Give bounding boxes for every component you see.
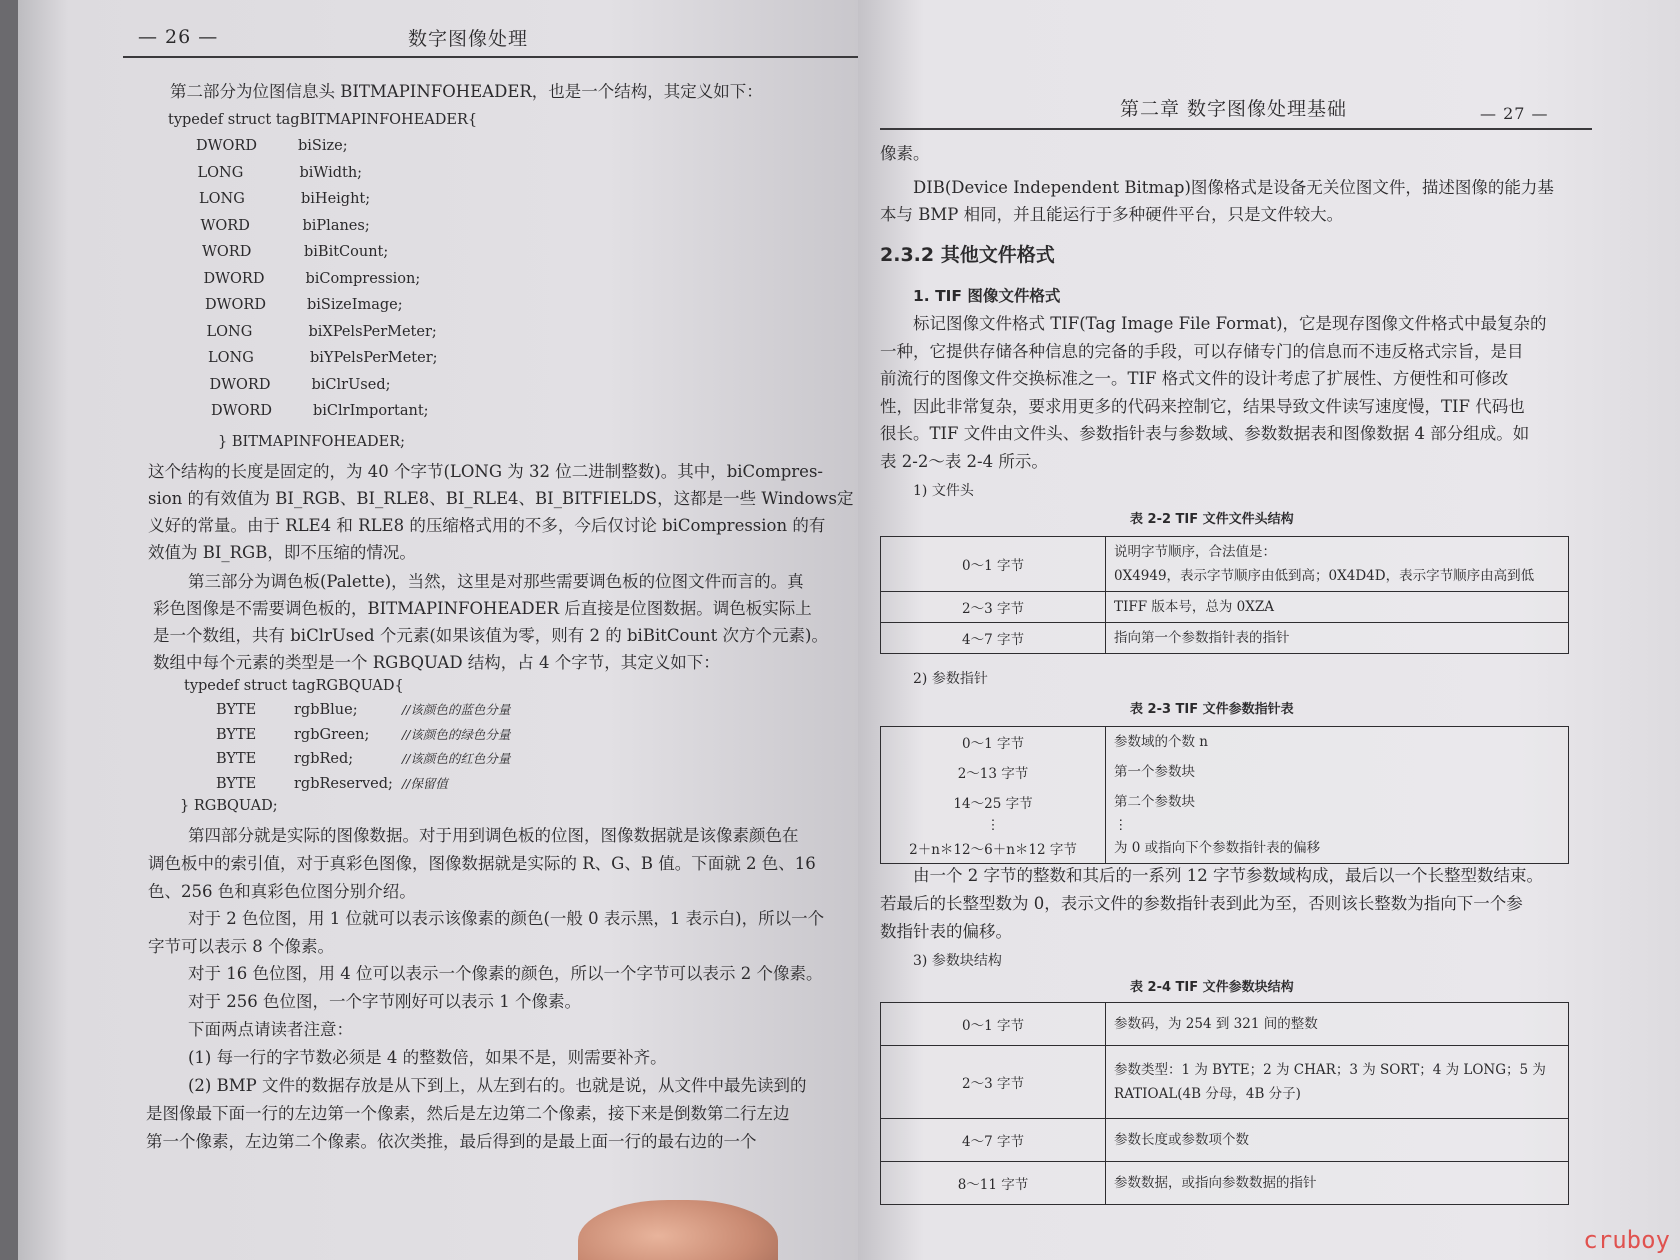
text-line: 本与 BMP 相同，并且能运行于多种硬件平台，只是文件较大。 xyxy=(880,205,1344,224)
text-line: 数组中每个元素的类型是一个 RGBQUAD 结构，占 4 个字节，其定义如下： xyxy=(153,653,720,672)
struct-close: } BITMAPINFOHEADER; xyxy=(218,434,406,450)
notes-intro: 下面两点请读者注意： xyxy=(188,1020,353,1039)
rgbquad-field: BYTE rgbBlue; //该颜色的蓝色分量 xyxy=(216,702,511,718)
text-line: 很长。TIF 文件由文件头、参数指针表与参数域、参数数据表和图像数据 4 部分组成。如 xyxy=(880,424,1530,443)
header-rule-right xyxy=(880,128,1592,130)
text-line: sion 的有效值为 BI_RGB、BI_RLE8、BI_RLE4、BI_BITFIELDS，这都是一些 Windows定 xyxy=(148,489,854,508)
table-row: 14～25 字节 第二个参数块 xyxy=(881,787,1569,817)
table-row: 2～13 字节 第一个参数块 xyxy=(881,757,1569,787)
table-row: 0～1 字节 说明字节顺序，合法值是： 0X4949，表示字节顺序由低到高；0X4D4D，表示字节顺序由高到低 xyxy=(881,537,1569,592)
page-number-right: — 27 — xyxy=(1480,104,1549,123)
struct-field: DWORD biSize; xyxy=(196,138,348,154)
struct-field: WORD biPlanes; xyxy=(200,217,370,234)
table-2-3 xyxy=(880,726,1569,864)
line-pixel: 像素。 xyxy=(880,144,930,163)
right-page xyxy=(858,0,1680,1260)
page-number: — 26 — xyxy=(138,26,219,48)
table-row: 0～1 字节 参数码，为 254 到 321 间的整数 xyxy=(881,1003,1569,1046)
thumb-photo xyxy=(578,1200,778,1260)
text-line: 表 2-2～表 2-4 所示。 xyxy=(880,451,1048,471)
table-2-4 xyxy=(880,1002,1569,1205)
text-line: 字节可以表示 8 个像素。 xyxy=(148,937,334,956)
text-line: 是图像最下面一行的左边第一个像素，然后是左边第二个像素，接下来是倒数第二行左边 xyxy=(146,1104,790,1123)
rgbquad-field: BYTE rgbGreen; //该颜色的绿色分量 xyxy=(216,726,511,743)
text-line: (2) BMP 文件的数据存放是从下到上，从左到右的。也就是说，从文件中最先读到的 xyxy=(188,1076,807,1095)
table-row: 8～11 字节 参数数据，或指向参数数据的指针 xyxy=(881,1162,1569,1205)
table-row: ⋮ ⋮ xyxy=(881,817,1569,833)
table-row: 2～3 字节 TIFF 版本号，总为 0XZA xyxy=(881,592,1569,623)
text-line: 这个结构的长度是固定的，为 40 个字节(LONG 为 32 位二进制整数)。其中，biCompres- xyxy=(148,462,823,481)
text-line: 由一个 2 字节的整数和其后的一系列 12 字节参数域构成，最后以一个长整型数结束。 xyxy=(913,866,1543,885)
paragraph-256-color: 对于 256 色位图，一个字节刚好可以表示 1 个像素。 xyxy=(188,992,581,1011)
text-line: 若最后的长整型数为 0，表示文件的参数指针表到此为至，否则该长整数为指向下一个参 xyxy=(880,894,1523,913)
note-1: (1) 每一行的字节数必须是 4 的整数倍，如果不是，则需要补齐。 xyxy=(188,1048,667,1067)
text-line: 第三部分为调色板(Palette)，当然，这里是对那些需要调色板的位图文件而言的。真 xyxy=(188,572,804,591)
struct-open: typedef struct tagBITMAPINFOHEADER{ xyxy=(168,112,478,128)
table-row: 4～7 字节 指向第一个参数指针表的指针 xyxy=(881,623,1569,654)
intro-text: 第二部分为位图信息头 BITMAPINFOHEADER，也是一个结构，其定义如下： xyxy=(170,82,763,101)
table-row: 4～7 字节 参数长度或参数项个数 xyxy=(881,1119,1569,1162)
text-line: 性，因此非常复杂，要求用更多的代码来控制它，结果导致文件读写速度慢，TIF 代码也 xyxy=(880,396,1525,416)
table-2-2 xyxy=(880,536,1569,654)
paragraph-16-color: 对于 16 色位图，用 4 位可以表示一个像素的颜色，所以一个字节可以表示 2 个像素。 xyxy=(188,964,823,983)
text-line: 效值为 BI_RGB，即不压缩的情况。 xyxy=(148,543,416,562)
subsection-tif: 1. TIF 图像文件格式 xyxy=(913,287,1061,305)
struct2-close: } RGBQUAD; xyxy=(180,798,278,814)
struct-field: DWORD biCompression; xyxy=(203,270,421,287)
header-rule xyxy=(123,56,858,58)
struct-field: DWORD biSizeImage; xyxy=(205,297,403,313)
text-line: 义好的常量。由于 RLE4 和 RLE8 的压缩格式用的不多，今后仅讨论 biCompression 的有 xyxy=(148,516,826,535)
table-row: 0～1 字节 参数域的个数 n xyxy=(881,727,1569,758)
struct-field: LONG biYPelsPerMeter; xyxy=(208,350,438,366)
struct-field: DWORD biClrImportant; xyxy=(211,403,429,419)
text-line: 前流行的图像文件交换标准之一。TIF 格式文件的设计考虑了扩展性、方便性和可修改 xyxy=(880,369,1509,388)
text-line: 标记图像文件格式 TIF(Tag Image File Format)，它是现存图像文件格式中最复杂的 xyxy=(913,314,1547,333)
struct-field: LONG biHeight; xyxy=(199,191,371,207)
table-row: 2＋n＊12～6＋n＊12 字节 为 0 或指向下个参数指针表的偏移 xyxy=(881,833,1569,864)
text-line: 数指针表的偏移。 xyxy=(880,922,1012,941)
text-line: 彩色图像是不需要调色板的，BITMAPINFOHEADER 后直接是位图数据。调色板实际上 xyxy=(153,599,812,618)
table-2-2-caption: 表 2-2 TIF 文件文件头结构 xyxy=(1130,512,1294,527)
left-page xyxy=(18,0,858,1260)
running-head-right: 第二章 数字图像处理基础 xyxy=(1120,98,1348,120)
text-line: DIB(Device Independent Bitmap)图像格式是设备无关位图文件，描述图像的能力基 xyxy=(913,178,1554,197)
section-heading: 2.3.2 其他文件格式 xyxy=(880,244,1055,266)
struct-field: WORD biBitCount; xyxy=(202,244,389,260)
item-param-block: 3) 参数块结构 xyxy=(913,953,1002,969)
text-line: 色、256 色和真彩色位图分别介绍。 xyxy=(148,882,416,901)
text-line: 对于 2 色位图，用 1 位就可以表示该像素的颜色(一般 0 表示黑，1 表示白)，所以一个 xyxy=(188,909,825,928)
item-file-header: 1) 文件头 xyxy=(913,483,974,499)
text-line: 一种，它提供存储各种信息的完备的手段，可以存储专门的信息而不违反格式宗旨，是目 xyxy=(880,341,1524,361)
table-row: 2～3 字节 参数类型：1 为 BYTE；2 为 CHAR；3 为 SORT；4 为 LONG；5 为 RATIOAL(4B 分母，4B 分子) xyxy=(881,1046,1569,1119)
running-head: 数字图像处理 xyxy=(408,28,529,50)
struct2-open: typedef struct tagRGBQUAD{ xyxy=(184,678,404,694)
item-pointer: 2) 参数指针 xyxy=(913,671,988,687)
text-line: 第一个像素，左边第二个像素。依次类推，最后得到的是最上面一行的最右边的一个 xyxy=(146,1132,757,1151)
text-line: 是一个数组，共有 biClrUsed 个元素(如果该值为零，则有 2 的 biBitCount 次方个元素)。 xyxy=(153,626,828,645)
watermark: cruboy xyxy=(1583,1226,1670,1254)
struct-field: LONG biXPelsPerMeter; xyxy=(206,323,437,340)
struct-field: LONG biWidth; xyxy=(197,164,363,181)
rgbquad-field: BYTE rgbReserved; //保留值 xyxy=(216,775,448,792)
text-line: 第四部分就是实际的图像数据。对于用到调色板的位图，图像数据就是该像素颜色在 xyxy=(188,826,799,845)
text-line: 调色板中的索引值，对于真彩色图像，图像数据就是实际的 R、G、B 值。下面就 2 色、16 xyxy=(148,854,816,873)
table-2-4-caption: 表 2-4 TIF 文件参数块结构 xyxy=(1130,980,1294,995)
table-2-3-caption: 表 2-3 TIF 文件参数指针表 xyxy=(1130,702,1294,717)
rgbquad-field: BYTE rgbRed; //该颜色的红色分量 xyxy=(216,751,511,767)
struct-field: DWORD biClrUsed; xyxy=(209,376,391,393)
